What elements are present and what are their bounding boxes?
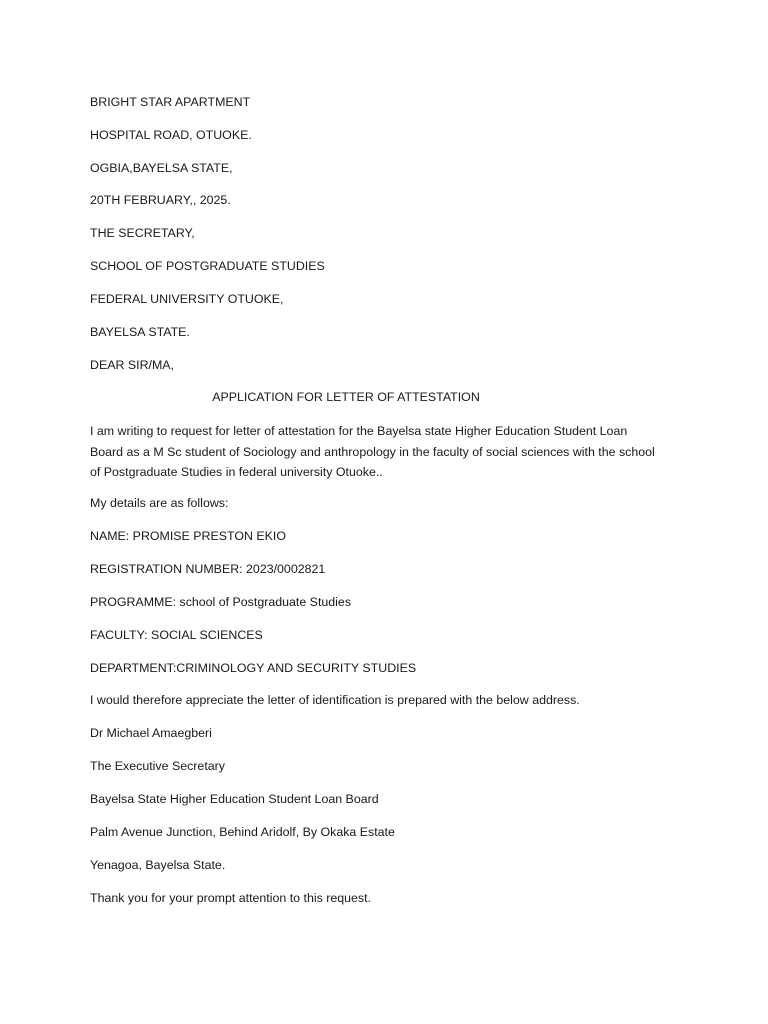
- intro-line-1: I am writing to request for letter of attestation for the Bayelsa state Higher Education Student Loan: [90, 424, 628, 438]
- detail-programme: PROGRAMME: school of Postgraduate Studies: [90, 595, 352, 609]
- addressee-street: Palm Avenue Junction, Behind Aridolf, By Okaka Estate: [90, 825, 395, 839]
- addressee-organization: Bayelsa State Higher Education Student Loan Board: [90, 792, 379, 806]
- detail-registration-number: REGISTRATION NUMBER: 2023/0002821: [90, 562, 326, 576]
- intro-line-3: of Postgraduate Studies in federal university Otuoke..: [90, 465, 383, 479]
- detail-faculty: FACULTY: SOCIAL SCIENCES: [90, 628, 263, 642]
- intro-paragraph: [90, 421, 680, 483]
- salutation: DEAR SIR/MA,: [90, 358, 174, 372]
- sender-address-line-3: OGBIA,BAYELSA STATE,: [90, 161, 233, 175]
- recipient-line-2: SCHOOL OF POSTGRADUATE STUDIES: [90, 259, 325, 273]
- sender-address-line-2: HOSPITAL ROAD, OTUOKE.: [90, 128, 252, 142]
- addressee-title: The Executive Secretary: [90, 759, 225, 773]
- recipient-line-3: FEDERAL UNIVERSITY OTUOKE,: [90, 292, 284, 306]
- detail-name: NAME: PROMISE PRESTON EKIO: [90, 529, 286, 543]
- recipient-line-4: BAYELSA STATE.: [90, 325, 190, 339]
- request-sentence: I would therefore appreciate the letter of identification is prepared with the below address.: [90, 693, 580, 707]
- sender-address-line-1: BRIGHT STAR APARTMENT: [90, 95, 251, 109]
- letter-subject: APPLICATION FOR LETTER OF ATTESTATION: [212, 390, 480, 404]
- intro-line-2: Board as a M Sc student of Sociology and anthropology in the faculty of social sciences with the school: [90, 444, 655, 459]
- addressee-name: Dr Michael Amaegberi: [90, 726, 212, 740]
- letter-date: 20TH FEBRUARY,, 2025.: [90, 193, 231, 207]
- details-intro: My details are as follows:: [90, 496, 229, 510]
- addressee-city: Yenagoa, Bayelsa State.: [90, 858, 226, 872]
- closing-sentence: Thank you for your prompt attention to this request.: [90, 891, 372, 905]
- detail-department: DEPARTMENT:CRIMINOLOGY AND SECURITY STUDIES: [90, 661, 417, 675]
- recipient-line-1: THE SECRETARY,: [90, 226, 195, 240]
